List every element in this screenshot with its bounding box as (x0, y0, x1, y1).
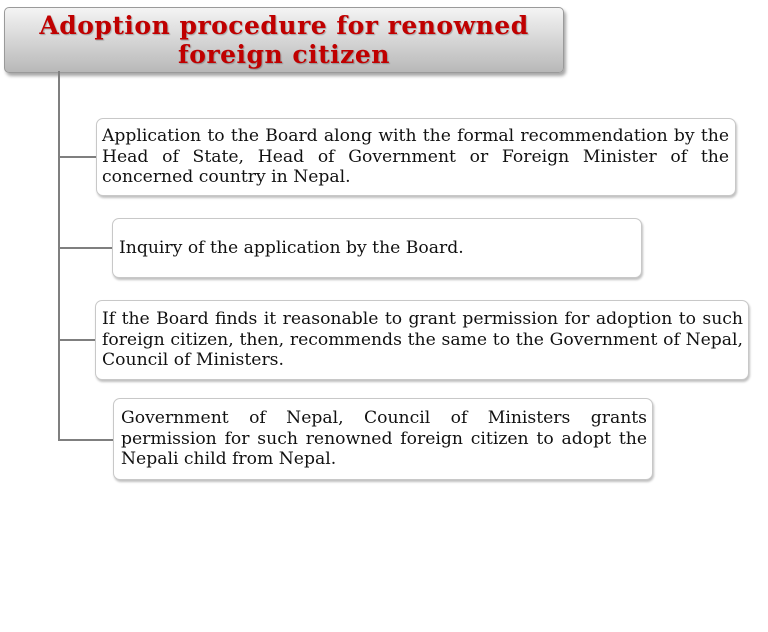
connector-branch-2 (58, 247, 113, 249)
step-box-1 (96, 118, 736, 196)
step-text-3: If the Board finds it reasonable to grant permission for adoption to such foreign citizen, then, recommends the same to the Government of Nepal, Council of Ministers. (102, 309, 743, 371)
connector-trunk (58, 71, 60, 441)
step-box-2 (112, 218, 642, 278)
step-text-2: Inquiry of the application by the Board. (119, 237, 464, 258)
connector-branch-3 (58, 339, 96, 341)
step-box-3 (95, 300, 749, 380)
connector-branch-1 (58, 156, 97, 158)
step-box-4 (113, 398, 653, 480)
diagram-title: Adoption procedure for renowned foreign citizen (39, 11, 529, 69)
connector-branch-4 (58, 439, 114, 441)
step-text-1: Application to the Board along with the formal recommendation by the Head of State, Head of Government or Foreign Minister of the concerned country in Nepal. (102, 126, 729, 188)
title-box (4, 7, 564, 73)
step-text-4: Government of Nepal, Council of Ministers grants permission for such renowned foreign citizen to adopt the Nepali child from Nepal. (121, 408, 647, 470)
